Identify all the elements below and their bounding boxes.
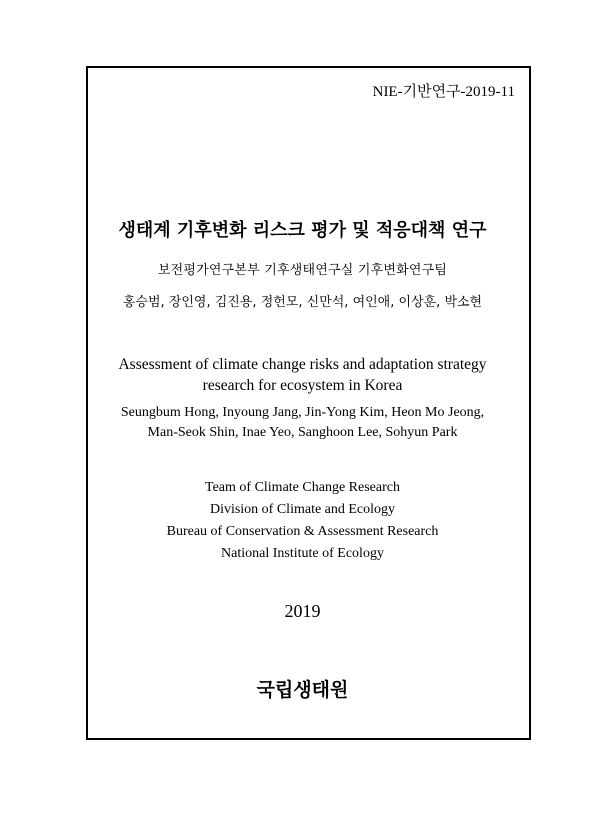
english-title-line-1: Assessment of climate change risks and adaptation strategy	[118, 356, 487, 373]
korean-title: 생태계 기후변화 리스크 평가 및 적응대책 연구	[118, 220, 487, 241]
publication-year: 2019	[284, 601, 321, 621]
org-team: Team of Climate Change Research	[205, 480, 400, 495]
english-title-line-2: research for ecosystem in Korea	[202, 377, 403, 394]
korean-authors: 홍승범, 장인영, 김진용, 정헌모, 신만석, 여인애, 이상훈, 박소현	[122, 295, 483, 310]
publisher-name: 국립생태원	[256, 679, 349, 701]
english-authors-line-1: Seungbum Hong, Inyoung Jang, Jin-Yong Kim, Heon Mo Jeong,	[120, 405, 485, 420]
cover-frame	[86, 66, 531, 740]
org-division: Division of Climate and Ecology	[209, 502, 396, 517]
english-authors-line-2: Man-Seok Shin, Inae Yeo, Sanghoon Lee, Sohyun Park	[147, 425, 458, 440]
org-bureau: Bureau of Conservation & Assessment Research	[166, 524, 439, 539]
korean-department: 보전평가연구본부 기후생태연구실 기후변화연구팀	[157, 263, 448, 278]
org-institute: National Institute of Ecology	[221, 546, 384, 561]
report-number: NIE-기반연구-2019-11	[372, 84, 515, 100]
